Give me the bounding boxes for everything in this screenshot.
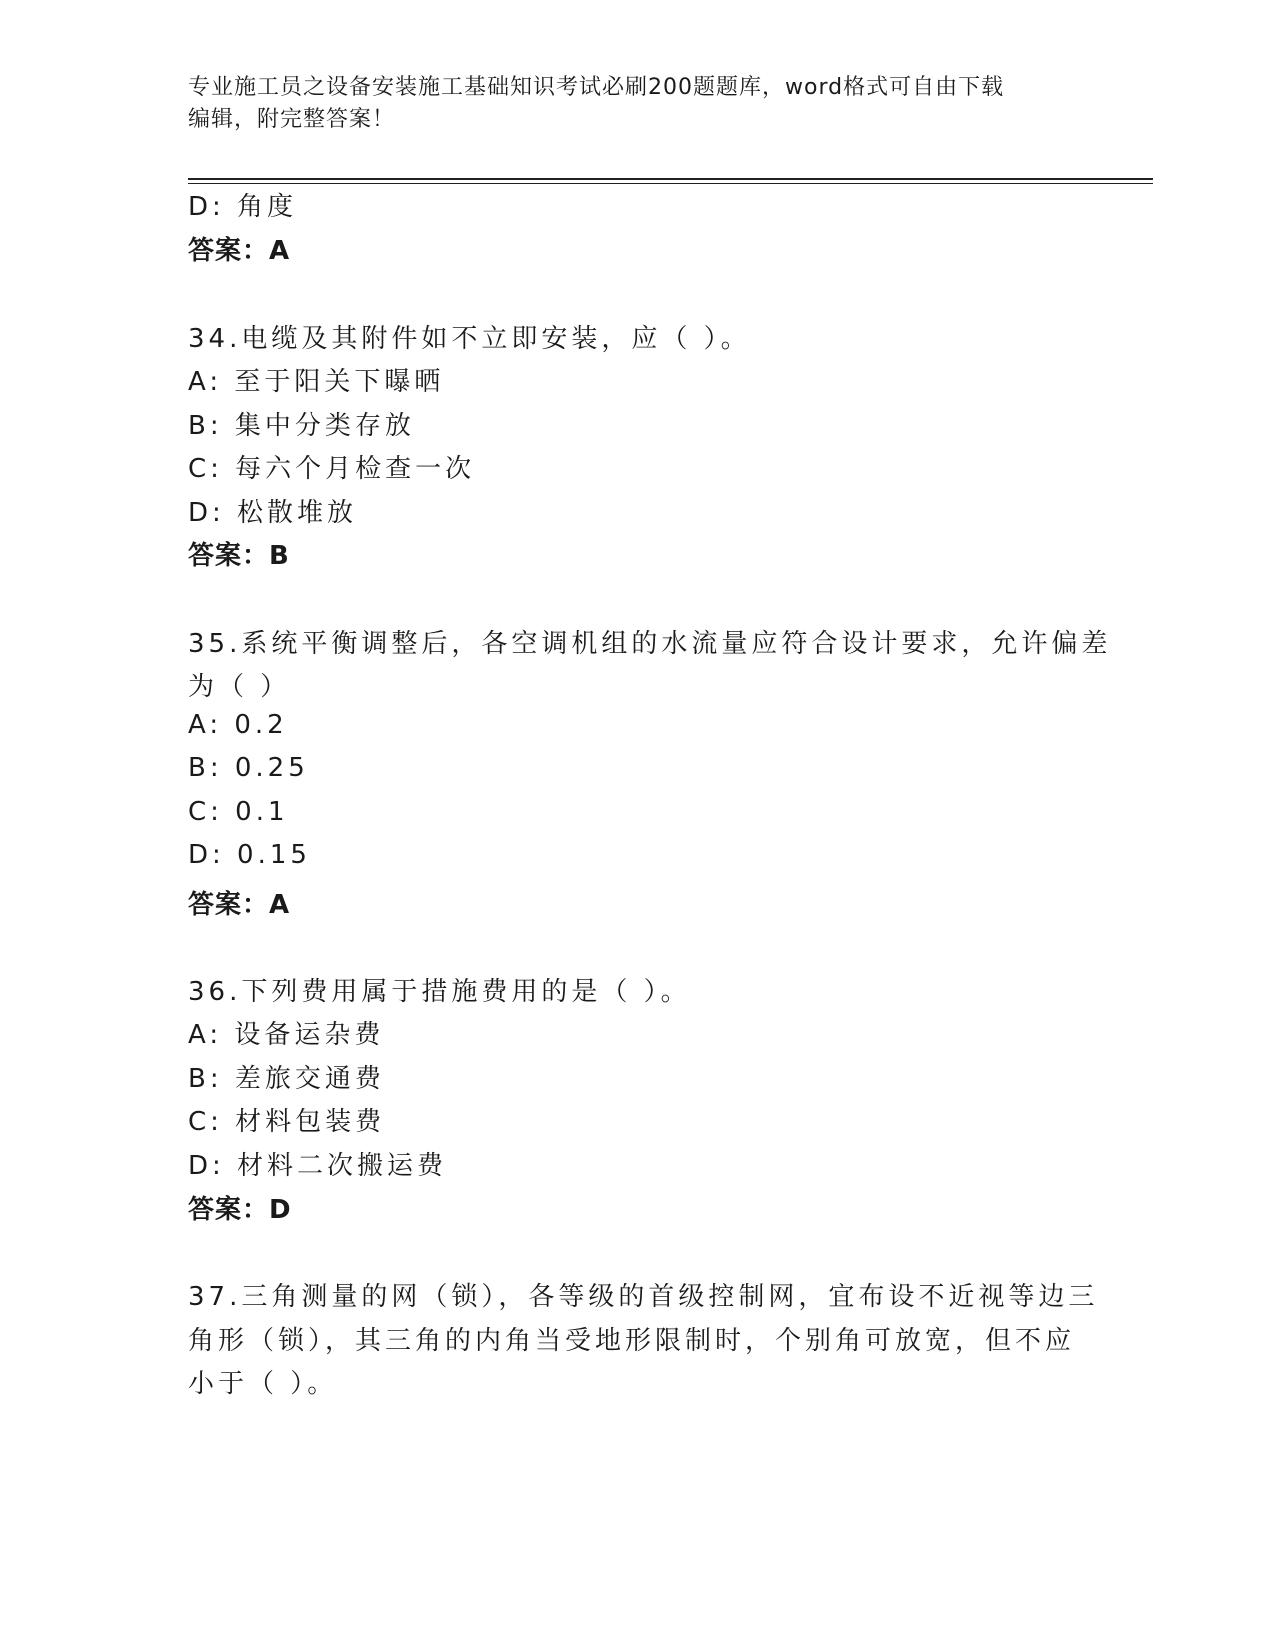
q37-text-line-1: 37.三角测量的网（锁），各等级的首级控制网，宜布设不近视等边三 xyxy=(188,1282,1099,1312)
q36-text: 36.下列费用属于措施费用的是（ ）。 xyxy=(188,977,691,1007)
prev-option-d: D: 角度 xyxy=(188,192,298,222)
q37-text-line-3: 小于（ ）。 xyxy=(188,1369,338,1399)
q35-text-line-2: 为（ ） xyxy=(188,672,291,702)
q35-option-b: B: 0.25 xyxy=(188,753,309,783)
q34-text: 34.电缆及其附件如不立即安装，应（ ）。 xyxy=(188,324,751,354)
q35-option-a: A: 0.2 xyxy=(188,710,288,740)
header-rule-thick xyxy=(188,178,1153,180)
header-line-1: 专业施工员之设备安装施工基础知识考试必刷200题题库，word格式可自由下载 xyxy=(188,75,1005,100)
prev-answer: 答案：A xyxy=(188,236,291,266)
header-rule-thin xyxy=(188,183,1153,184)
q35-option-d: D: 0.15 xyxy=(188,840,311,870)
q36-option-b: B: 差旅交通费 xyxy=(188,1064,385,1094)
q35-option-c: C: 0.1 xyxy=(188,797,289,827)
q36-option-d: D: 材料二次搬运费 xyxy=(188,1151,448,1181)
q35-answer: 答案：A xyxy=(188,890,291,920)
q35-text-line-1: 35.系统平衡调整后，各空调机组的水流量应符合设计要求，允许偏差 xyxy=(188,629,1112,659)
document-header xyxy=(188,72,1088,136)
header-line-2: 编辑，附完整答案！ xyxy=(188,107,396,132)
q37-text-line-2: 角形（锁），其三角的内角当受地形限制时，个别角可放宽，但不应 xyxy=(188,1326,1076,1356)
q34-option-c: C: 每六个月检查一次 xyxy=(188,454,476,484)
q34-option-d: D: 松散堆放 xyxy=(188,498,358,528)
q36-option-a: A: 设备运杂费 xyxy=(188,1020,385,1050)
q34-answer: 答案：B xyxy=(188,541,290,571)
q36-answer: 答案：D xyxy=(188,1195,292,1225)
q36-option-c: C: 材料包装费 xyxy=(188,1107,386,1137)
q34-option-a: A: 至于阳关下曝晒 xyxy=(188,367,445,397)
q34-option-b: B: 集中分类存放 xyxy=(188,411,415,441)
